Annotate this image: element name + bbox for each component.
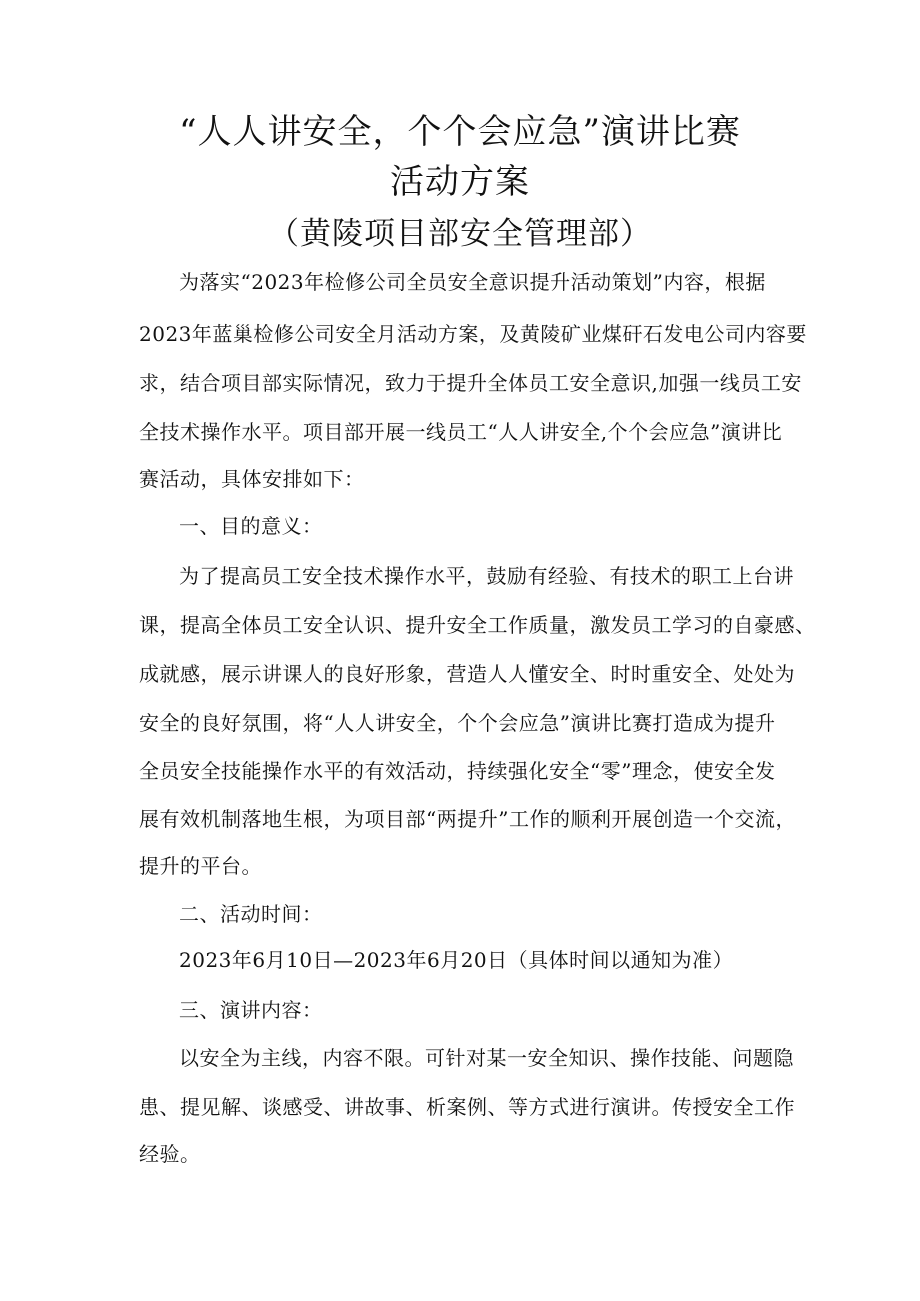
document-subtitle: （黄陵项目部安全管理部） [268,216,652,252]
section1-line: 成就感，展示讲课人的良好形象，营造人人懂安全、时时重安全、处处为 [139,662,795,686]
section-heading-purpose: 一、目的意义： [179,514,323,538]
section3-line: 以安全为主线，内容不限。可针对某一安全知识、操作技能、问题隐 [179,1046,794,1070]
intro-line: 赛活动，具体安排如下： [139,467,365,491]
section3-line: 患、提见解、谈感受、讲故事、析案例、等方式进行演讲。传授安全工作 [139,1095,795,1119]
section-heading-content: 三、演讲内容： [179,998,323,1022]
intro-line: 全技术操作水平。项目部开展一线员工“人人讲安全,个个会应急”演讲比 [139,420,783,444]
section1-line: 展有效机制落地生根，为项目部“两提升”工作的顺利开展创造一个交流， [139,807,796,831]
section2-line: 2023年6月10日—2023年6月20日（具体时间以通知为准） [179,948,734,972]
section3-line: 经验。 [139,1142,201,1166]
document-title-line-1: “人人讲安全，个个会应急”演讲比赛 [179,112,741,152]
section1-line: 为了提高员工安全技术操作水平，鼓励有经验、有技术的职工上台讲 [179,564,794,588]
section1-line: 提升的平台。 [139,854,262,878]
intro-line: 为落实“2023年检修公司全员安全意识提升活动策划”内容，根据 [179,270,766,294]
section-heading-time: 二、活动时间： [179,902,323,926]
document-title-line-2: 活动方案 [390,162,530,202]
intro-line: 求，结合项目部实际情况，致力于提升全体员工安全意识,加强一线员工安 [139,371,802,395]
section1-line: 全员安全技能操作水平的有效活动，持续强化安全“零”理念，使安全发 [139,759,776,783]
section1-line: 课，提高全体员工安全认识、提升安全工作质量，激发员工学习的自豪感、 [139,613,816,637]
section1-line: 安全的良好氛围，将“人人讲安全，个个会应急”演讲比赛打造成为提升 [139,711,776,735]
intro-line: 2023年蓝巢检修公司安全月活动方案，及黄陵矿业煤矸石发电公司内容要 [139,322,807,346]
